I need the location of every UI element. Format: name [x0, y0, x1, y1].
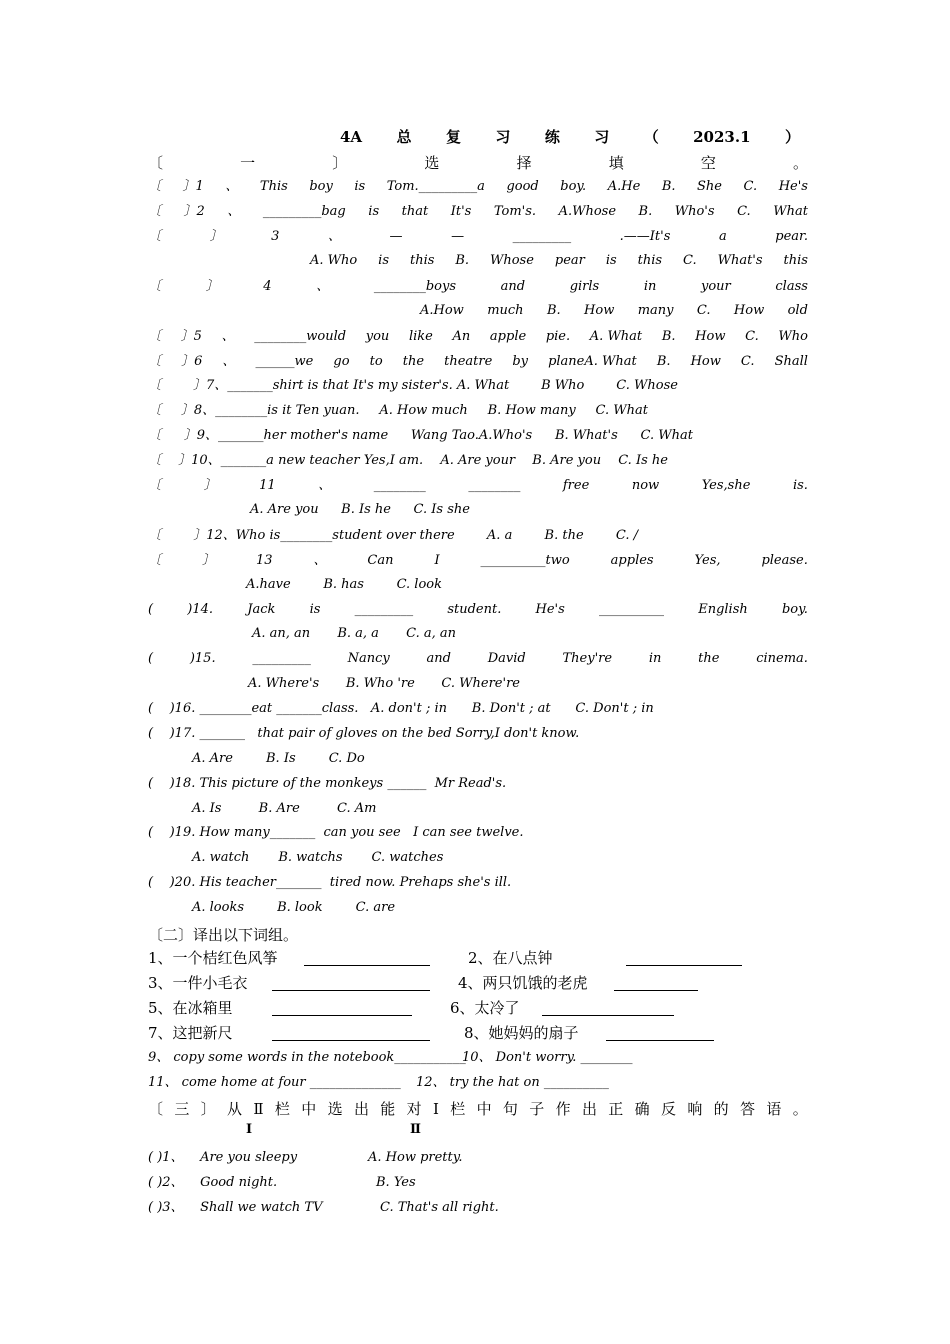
token: ________would — [254, 329, 347, 344]
token: 〔 — [148, 204, 162, 219]
token: 。 — [792, 1100, 808, 1118]
token: like — [408, 329, 433, 344]
token: A.He — [607, 179, 641, 194]
translate-item-7: 7、这把新尺 — [148, 1024, 233, 1042]
token: 4A — [340, 128, 363, 146]
token: 〕9、_______her mother's name — [183, 428, 389, 443]
token: 〕12、Who is________student over there — [193, 528, 455, 543]
question-17-options: A. Are B. Is C. Do — [192, 751, 365, 766]
token: He's — [535, 602, 565, 617]
token: 。 — [792, 154, 808, 172]
token: 选 — [424, 154, 440, 172]
question-20: ( )20. His teacher_______ tired now. Prehaps she's ill. — [148, 875, 512, 890]
token: theatre — [444, 354, 493, 369]
token: 习 — [594, 128, 610, 146]
match-row-3-question: ( )3、 Shall we watch TV — [148, 1200, 323, 1215]
token: It's — [450, 204, 472, 219]
answer-blank-8[interactable] — [606, 1026, 714, 1041]
token: 〔 — [148, 329, 162, 344]
question-7 — [148, 375, 678, 397]
token: She — [697, 179, 723, 194]
answer-blank-5[interactable] — [272, 1001, 412, 1016]
token: 出 — [353, 1100, 369, 1118]
token: A. an, an — [252, 626, 311, 641]
question-14-options — [252, 623, 456, 645]
token: B. — [638, 204, 653, 219]
token: ______we — [255, 354, 314, 369]
token: 、 — [327, 229, 341, 244]
token: B. What's — [554, 428, 618, 443]
token: 空 — [700, 154, 716, 172]
token: good — [506, 179, 539, 194]
token: 〕 — [209, 229, 223, 244]
token: many — [637, 303, 674, 318]
token: .——It's — [619, 229, 671, 244]
token: 、 — [316, 279, 330, 294]
token: 〔 — [148, 279, 162, 294]
token: How — [584, 303, 615, 318]
translate-item-6: 6、太冷了 — [450, 999, 520, 1017]
question-19: ( )19. How many_______ can you see I can see twelve. — [148, 825, 524, 840]
token: 〕5 — [180, 329, 202, 344]
answer-blank-6[interactable] — [542, 1001, 674, 1016]
token: 3 — [271, 229, 280, 244]
question-14 — [148, 599, 808, 621]
token: An — [452, 329, 471, 344]
token: now — [631, 478, 660, 493]
token: B. How many — [487, 403, 576, 418]
token: 〕2 — [183, 204, 205, 219]
question-15 — [148, 648, 808, 670]
token: C. a, an — [406, 626, 456, 641]
token: A. Where's — [248, 676, 320, 691]
token: pie. — [545, 329, 571, 344]
token: girls — [569, 279, 600, 294]
token: A.Whose — [558, 204, 617, 219]
question-13-options — [246, 574, 442, 596]
token: Whose — [490, 253, 534, 268]
token: ( — [148, 602, 154, 617]
question-11 — [148, 475, 808, 497]
token: Jack — [247, 602, 276, 617]
token: How — [695, 329, 726, 344]
section2-heading: 〔二〕译出以下词组。 — [148, 926, 299, 944]
token: 2023.1 — [693, 128, 751, 146]
token: you — [365, 329, 390, 344]
token: They're — [562, 651, 613, 666]
token: is — [368, 204, 380, 219]
token: 〕 — [201, 553, 215, 568]
token: 、 — [313, 553, 327, 568]
answer-blank-7[interactable] — [272, 1026, 430, 1041]
token: apple — [489, 329, 527, 344]
token: 语 — [766, 1100, 782, 1118]
token: — — [451, 229, 465, 244]
token: 对 — [406, 1100, 422, 1118]
token: is — [354, 179, 366, 194]
match-row-2-question: ( )2、 Good night. — [148, 1175, 278, 1190]
token: 〔 — [148, 179, 162, 194]
token: ________ — [373, 478, 426, 493]
token: A. How much — [379, 403, 468, 418]
question-11-options — [250, 499, 470, 521]
question-2 — [148, 201, 808, 223]
question-13 — [148, 550, 808, 572]
token: by — [512, 354, 529, 369]
token: How — [733, 303, 765, 318]
token: pear — [554, 253, 585, 268]
token: boy — [309, 179, 333, 194]
token: 填 — [608, 154, 624, 172]
token: C. — [740, 354, 755, 369]
token: 、 — [225, 179, 239, 194]
token: 从 — [227, 1100, 243, 1118]
translate-item-3: 3、一件小毛衣 — [148, 974, 248, 992]
token: 〔 — [148, 1100, 164, 1118]
token: that — [401, 204, 429, 219]
token: in — [648, 651, 662, 666]
token: 〕7、_______shirt is that It's my sister's. A. What — [192, 378, 510, 393]
column-1-header: Ⅰ — [246, 1122, 253, 1137]
token: 作 — [555, 1100, 571, 1118]
question-6 — [148, 351, 808, 373]
token: and — [500, 279, 526, 294]
answer-blank-3[interactable] — [272, 976, 430, 991]
token: A. Who — [310, 253, 358, 268]
token: _________ — [252, 651, 311, 666]
token: is — [309, 602, 321, 617]
token: Who — [778, 329, 808, 344]
token: C. — [743, 179, 758, 194]
token: What's — [717, 253, 763, 268]
token: 能 — [380, 1100, 396, 1118]
token: the — [402, 354, 425, 369]
translate-item-10: 10、 Don't worry. ________ — [462, 1050, 633, 1065]
question-18-options: A. Is B. Are C. Am — [192, 801, 377, 816]
token: _________ — [512, 229, 572, 244]
question-4-options — [420, 300, 808, 322]
token: B. the — [544, 528, 584, 543]
token: A. What — [589, 329, 643, 344]
token: ） — [784, 128, 800, 146]
answer-blank-1[interactable] — [304, 951, 430, 966]
token: Ⅰ — [432, 1100, 439, 1118]
token: 、 — [318, 478, 332, 493]
token: A. a — [486, 528, 513, 543]
token: 〔 — [148, 453, 162, 468]
token: C. What — [595, 403, 648, 418]
question-18: ( )18. This picture of the monkeys ______ Mr Read's. — [148, 776, 507, 791]
token: 选 — [327, 1100, 343, 1118]
token: C. Is she — [413, 502, 470, 517]
token: 〕10、_______a new teacher Yes,I am. — [178, 453, 424, 468]
token: C. — [745, 329, 759, 344]
token: 〔 — [148, 403, 162, 418]
token: 11 — [259, 478, 276, 493]
token: pear. — [775, 229, 808, 244]
token: 〔 — [148, 154, 164, 172]
token: _________bag — [262, 204, 346, 219]
token: __________two — [480, 553, 570, 568]
token: Shall — [774, 354, 808, 369]
token: A.How — [420, 303, 464, 318]
match-row-2-answer: B. Yes — [376, 1175, 416, 1190]
token: 反 — [660, 1100, 676, 1118]
token: student. — [447, 602, 502, 617]
token: this — [637, 253, 663, 268]
token: English — [698, 602, 748, 617]
token: 〔 — [148, 478, 162, 493]
token: free — [562, 478, 590, 493]
token: Tom._________a — [386, 179, 485, 194]
token: B. has — [323, 577, 364, 592]
token: a — [718, 229, 727, 244]
token: Yes, — [694, 553, 721, 568]
translate-item-9: 9、 copy some words in the notebook___________ — [148, 1050, 466, 1065]
token: 确 — [634, 1100, 650, 1118]
token: 总 — [396, 128, 412, 146]
token: this — [409, 253, 435, 268]
question-1 — [148, 176, 808, 198]
token: B Who — [541, 378, 585, 393]
token: Can — [367, 553, 394, 568]
question-5 — [148, 326, 808, 348]
token: 一 — [240, 154, 256, 172]
token: 〕6 — [181, 354, 203, 369]
token: （ — [643, 128, 659, 146]
token: C. — [683, 253, 697, 268]
token: 练 — [544, 128, 560, 146]
answer-blank-2[interactable] — [626, 951, 742, 966]
token: 〕 — [200, 1100, 216, 1118]
token: C. Where're — [441, 676, 520, 691]
question-4 — [148, 276, 808, 298]
token: C. look — [396, 577, 442, 592]
translate-item-2: 2、在八点钟 — [468, 949, 553, 967]
token: ( — [148, 651, 154, 666]
token: B. — [661, 179, 676, 194]
translate-item-1: 1、一个桔红色风筝 — [148, 949, 278, 967]
section1-heading — [148, 152, 808, 174]
match-row-1-answer: A. How pretty. — [368, 1150, 463, 1165]
token: 〔 — [148, 528, 162, 543]
match-row-1-question: ( )1、 Are you sleepy — [148, 1150, 298, 1165]
token: 〔 — [148, 428, 162, 443]
token: cinema. — [756, 651, 808, 666]
token: Tom's. — [493, 204, 537, 219]
token: 13 — [255, 553, 273, 568]
token: C. / — [615, 528, 638, 543]
token: B. Are you — [532, 453, 602, 468]
match-row-3-answer: C. That's all right. — [380, 1200, 499, 1215]
token: B. a, a — [337, 626, 379, 641]
token: planeA. What — [548, 354, 637, 369]
token: 栏 — [274, 1100, 290, 1118]
token: your — [701, 279, 731, 294]
token: )15. — [189, 651, 216, 666]
token: 〔 — [148, 354, 162, 369]
token: C. Whose — [616, 378, 678, 393]
token: 〕 — [205, 279, 219, 294]
question-19-options: A. watch B. watchs C. watches — [192, 850, 444, 865]
token: A. Are your — [440, 453, 516, 468]
token: — — [389, 229, 403, 244]
token: is. — [792, 478, 808, 493]
token: 、 — [222, 354, 236, 369]
token: Wang Tao.A.Who's — [410, 428, 533, 443]
token: C. — [696, 303, 711, 318]
question-3-options — [310, 250, 808, 272]
token: B. — [546, 303, 561, 318]
token: I — [434, 553, 440, 568]
question-8 — [148, 400, 648, 422]
token: What — [773, 204, 808, 219]
token: please. — [761, 553, 808, 568]
token: 4 — [263, 279, 272, 294]
token: 句 — [502, 1100, 518, 1118]
token: A. Are you — [250, 502, 319, 517]
token: 、 — [221, 329, 235, 344]
question-15-options — [248, 673, 520, 695]
token: in — [643, 279, 657, 294]
token: and — [426, 651, 451, 666]
token: B. Is he — [341, 502, 391, 517]
token: C. — [737, 204, 751, 219]
token: 正 — [608, 1100, 624, 1118]
question-10 — [148, 450, 668, 472]
token: 〔 — [148, 229, 162, 244]
token: 〕8、________is it Ten yuan. — [180, 403, 360, 418]
translate-item-5: 5、在冰箱里 — [148, 999, 233, 1017]
token: this — [783, 253, 808, 268]
token: 三 — [174, 1100, 190, 1118]
token: 中 — [301, 1100, 317, 1118]
worksheet-title — [340, 126, 800, 148]
token: 、 — [227, 204, 241, 219]
token: 栏 — [450, 1100, 466, 1118]
token: 〕 — [332, 154, 348, 172]
token: is — [378, 253, 390, 268]
token: is — [605, 253, 617, 268]
question-3 — [148, 226, 808, 248]
token: Nancy — [347, 651, 390, 666]
token: B. — [656, 354, 671, 369]
token: 子 — [529, 1100, 545, 1118]
token: B. — [661, 329, 676, 344]
token: boy. — [781, 602, 808, 617]
token: to — [369, 354, 383, 369]
token: He's — [778, 179, 808, 194]
token: 〕 — [203, 478, 217, 493]
token: )14. — [187, 602, 214, 617]
token: 〔 — [148, 553, 162, 568]
token: boy. — [560, 179, 587, 194]
token: apples — [610, 553, 654, 568]
token: This — [259, 179, 288, 194]
token: C. Is he — [618, 453, 668, 468]
token: old — [787, 303, 808, 318]
token: C. What — [640, 428, 693, 443]
token: 出 — [581, 1100, 597, 1118]
token: B. — [455, 253, 470, 268]
token: 习 — [495, 128, 511, 146]
token: How — [690, 354, 721, 369]
translate-item-4: 4、两只饥饿的老虎 — [458, 974, 588, 992]
token: 的 — [713, 1100, 729, 1118]
token: Who's — [674, 204, 715, 219]
question-17: ( )17. _______ that pair of gloves on the bed Sorry,I don't know. — [148, 726, 580, 741]
token: Yes,she — [701, 478, 751, 493]
column-2-header: Ⅱ — [410, 1122, 421, 1137]
question-16: ( )16. ________eat _______class. A. don't ; in B. Don't ; at C. Don't ; in — [148, 701, 654, 716]
token: go — [333, 354, 350, 369]
token: 择 — [516, 154, 532, 172]
translate-item-8: 8、她妈妈的扇子 — [464, 1024, 579, 1042]
question-9 — [148, 425, 693, 447]
token: _________ — [354, 602, 414, 617]
translate-item-12: 12、 try the hat on __________ — [416, 1075, 609, 1090]
question-12 — [148, 525, 638, 547]
translate-item-11: 11、 come home at four ______________ — [148, 1075, 401, 1090]
section3-heading — [148, 1098, 808, 1120]
token: 〔 — [148, 378, 162, 393]
token: __________ — [599, 602, 665, 617]
token: 复 — [445, 128, 461, 146]
token: 响 — [687, 1100, 703, 1118]
token: class — [775, 279, 808, 294]
token: ________boys — [373, 279, 456, 294]
question-20-options: A. looks B. look C. are — [192, 900, 396, 915]
token: David — [487, 651, 526, 666]
token: ________ — [468, 478, 521, 493]
token: B. Who 're — [345, 676, 415, 691]
token: A.have — [246, 577, 291, 592]
answer-blank-4[interactable] — [614, 976, 698, 991]
token: much — [487, 303, 524, 318]
token: 〕1 — [182, 179, 204, 194]
token: Ⅱ — [253, 1100, 264, 1118]
token: the — [698, 651, 720, 666]
token: 中 — [476, 1100, 492, 1118]
token: 答 — [740, 1100, 756, 1118]
